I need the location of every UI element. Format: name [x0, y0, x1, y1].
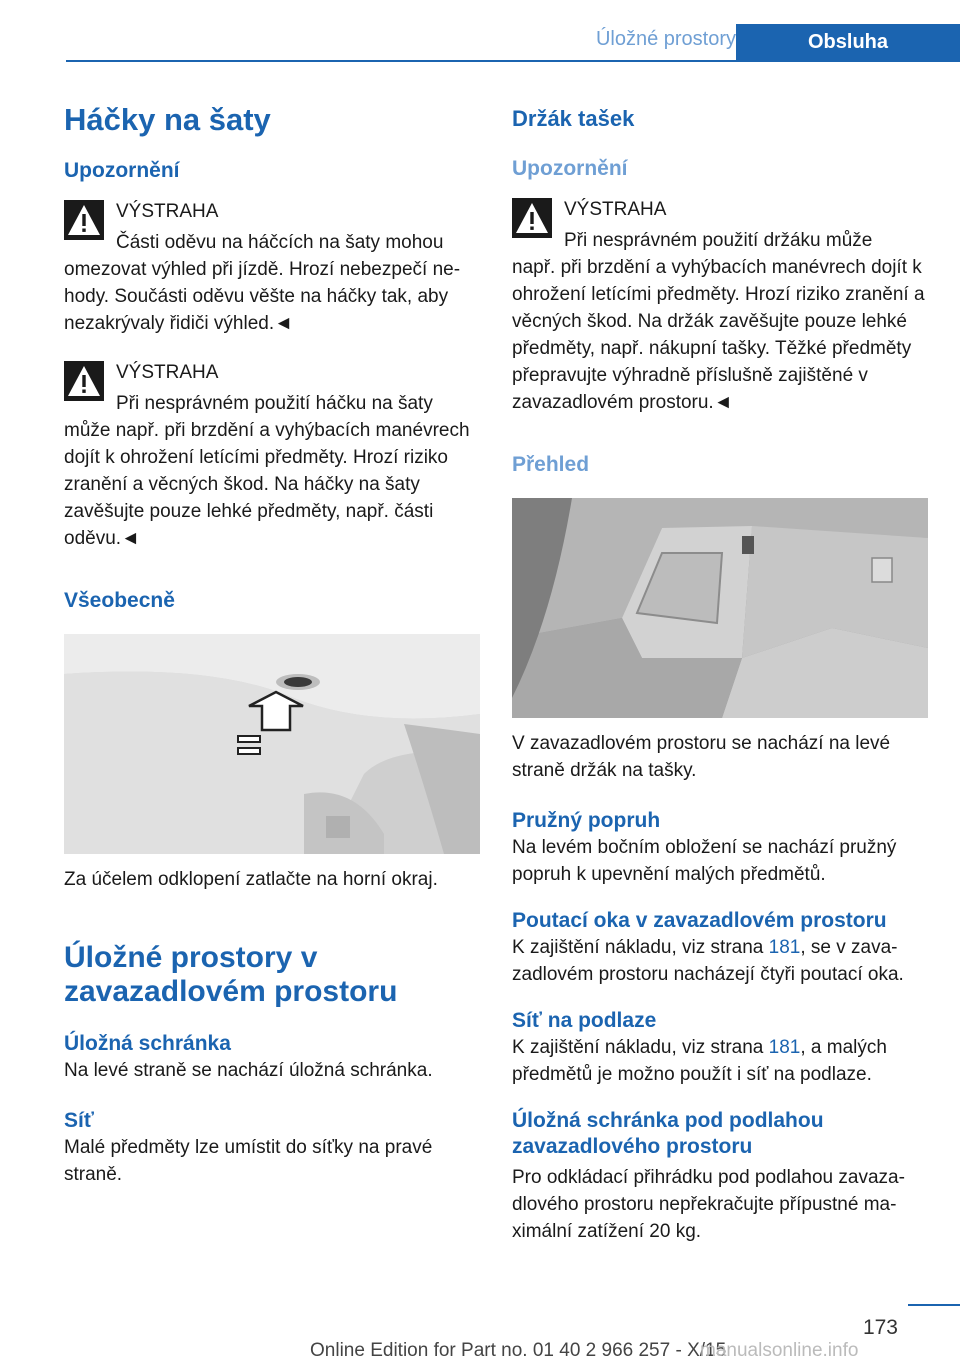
warning-block-3 [512, 196, 928, 416]
section-title: Úložné prostory v zavazadlovém prostoru [64, 941, 398, 1008]
warning-line: Při nesprávném použití háčku na šaty [116, 393, 433, 414]
page-header [66, 24, 960, 62]
hooks-title: Háčky na šaty [64, 102, 271, 137]
warning-text: může např. při brzdění a vyhýbacích manévrech dojít k ohrožení letícími předměty. Hrozí riziko zranění a věcných škod. Na háčky na šaty zavěšujte pouze lehké předměty, např. části oděvu.◄ [64, 420, 470, 549]
right-column [512, 96, 928, 1245]
warning-text: omezovat výhled při jízdě. Hrozí nebezpečí nehody. Součásti oděvu věšte na háčky tak, aby nezakrývaly řidiči výhled.◄ [64, 259, 461, 334]
strap-heading: Pružný popruh [512, 809, 661, 832]
underfloor-text: Pro odkládací přihrádku pod podlahou zavazadlového prostoru nepřekračujte přípustné maximální zatížení 20 kg. [512, 1167, 905, 1242]
warning-block-1 [64, 198, 480, 337]
net-heading: Síť [64, 1109, 94, 1132]
floor-net-heading: Síť na podlaze [512, 1009, 657, 1032]
page-number: 173 [862, 1316, 898, 1339]
warning-label: VÝSTRAHA [564, 199, 667, 220]
storage-box-heading: Úložná schránka [64, 1032, 231, 1055]
lashing-eyes-heading: Poutací oka v zavazadlovém prostoru [512, 909, 887, 932]
underfloor-heading: Úložná schránka pod podlahou zavazadlového prostoru [512, 1109, 824, 1158]
floor-net-text: K zajištění nákladu, viz strana 181, a malých předmětů je možno použít i síť na podlaze. [512, 1037, 887, 1085]
warning-label: VÝSTRAHA [116, 201, 219, 222]
overview-heading: Přehled [512, 453, 590, 476]
storage-box-text: Na levé straně se nachází úložná schránka. [64, 1060, 433, 1081]
trunk-image [512, 498, 928, 718]
strap-text: Na levém bočním obložení se nachází pružný popruh k upevnění malých předmětů. [512, 837, 897, 885]
warning-triangle-icon [64, 361, 104, 401]
chapter-tab: Obsluha [736, 24, 960, 60]
footer-rule [908, 1304, 960, 1306]
warning-block-2 [64, 359, 480, 552]
warn-heading: Upozornění [512, 157, 628, 180]
warning-line: Části oděvu na háčcích na šaty mohou [116, 232, 444, 253]
left-column [64, 96, 480, 1188]
general-heading: Všeobecně [64, 589, 175, 612]
warning-label: VÝSTRAHA [116, 362, 219, 383]
footer-edition: Online Edition for Part no. 01 40 2 966 257 - X/15 [310, 1340, 727, 1361]
warning-triangle-icon [64, 200, 104, 240]
section-label: Úložné prostory [595, 28, 736, 50]
coat-hook-image [64, 634, 480, 854]
warn-heading: Upozornění [64, 159, 180, 182]
net-text: Malé předměty lze umístit do síťky na pravé straně. [64, 1137, 433, 1185]
page-link-181[interactable]: 181 [768, 1037, 801, 1058]
bag-holder-title: Držák tašek [512, 106, 635, 131]
page-link-181[interactable]: 181 [768, 937, 801, 958]
warning-text: např. při brzdění a vyhýbacích manévrech dojít k ohrožení letícími předměty. Hrozí riziko zranění a věcných škod. Na držák zavěšujte pouze lehké předměty, např. nákupní tašky. Těžké předměty přepravujte výhradně příslušně zajištěné v zavazadlovém prostoru.◄ [512, 257, 925, 413]
warning-line: Při nesprávném použití držáku může [564, 230, 873, 251]
overview-text: V zavazadlovém prostoru se nachází na levé straně držák na tašky. [512, 733, 891, 781]
image-caption: Za účelem odklopení zatlačte na horní okraj. [64, 869, 438, 890]
watermark: manualsonline.info [700, 1340, 859, 1361]
warning-triangle-icon [512, 198, 552, 238]
lashing-eyes-text: K zajištění nákladu, viz strana 181, se v zavazadlovém prostoru nacházejí čtyři poutací oka. [512, 937, 904, 985]
